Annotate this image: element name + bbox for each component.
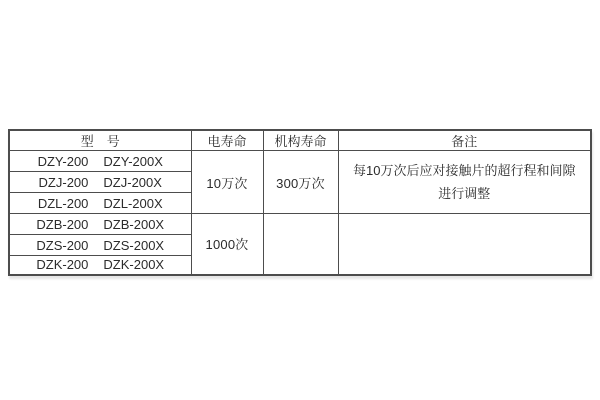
model-pair: [10, 154, 191, 169]
model-name: DZB-200: [36, 216, 89, 232]
model-name: DZK-200: [36, 257, 89, 273]
remark-line-1: 每10万次后应对接触片的超行程和间隙: [353, 162, 576, 178]
table-row: [9, 151, 591, 172]
model-cell: [9, 214, 191, 235]
model-cell: [9, 151, 191, 172]
col-header-electrical-life: 电寿命: [191, 130, 263, 151]
model-name: DZY-200X: [103, 153, 163, 169]
mechanism-life-cell-group2: [263, 214, 338, 275]
model-name: DZJ-200: [38, 174, 89, 190]
model-pair: [10, 238, 191, 253]
model-pair: [10, 217, 191, 232]
model-cell: [9, 235, 191, 256]
model-pair: [10, 257, 191, 272]
model-cell: [9, 172, 191, 193]
col-header-model: 型 号: [9, 130, 191, 151]
model-name: DZY-200: [37, 153, 89, 169]
model-name: DZL-200X: [103, 195, 163, 211]
remarks-cell-group1: [338, 151, 591, 214]
model-name: DZB-200X: [103, 216, 165, 232]
electrical-life-cell-group1: 10万次: [191, 151, 263, 214]
model-name: DZS-200: [36, 237, 89, 253]
model-name: DZK-200X: [103, 257, 165, 273]
spec-table-container: [8, 129, 590, 276]
remark-line-2: 进行调整: [438, 185, 491, 201]
col-header-mechanism-life: 机构寿命: [263, 130, 338, 151]
col-header-remarks: 备注: [338, 130, 591, 151]
model-pair: [10, 196, 191, 211]
model-name: DZL-200: [37, 195, 89, 211]
relay-life-spec-table: [8, 129, 592, 276]
table-row: [9, 214, 591, 235]
header-row: [9, 130, 591, 151]
remarks-cell-group2: [338, 214, 591, 275]
model-pair: [10, 175, 191, 190]
model-name: DZS-200X: [103, 237, 165, 253]
model-cell: [9, 256, 191, 275]
model-name: DZJ-200X: [103, 174, 162, 190]
mechanism-life-cell-group1: 300万次: [263, 151, 338, 214]
model-cell: [9, 193, 191, 214]
electrical-life-cell-group2: 1000次: [191, 214, 263, 275]
